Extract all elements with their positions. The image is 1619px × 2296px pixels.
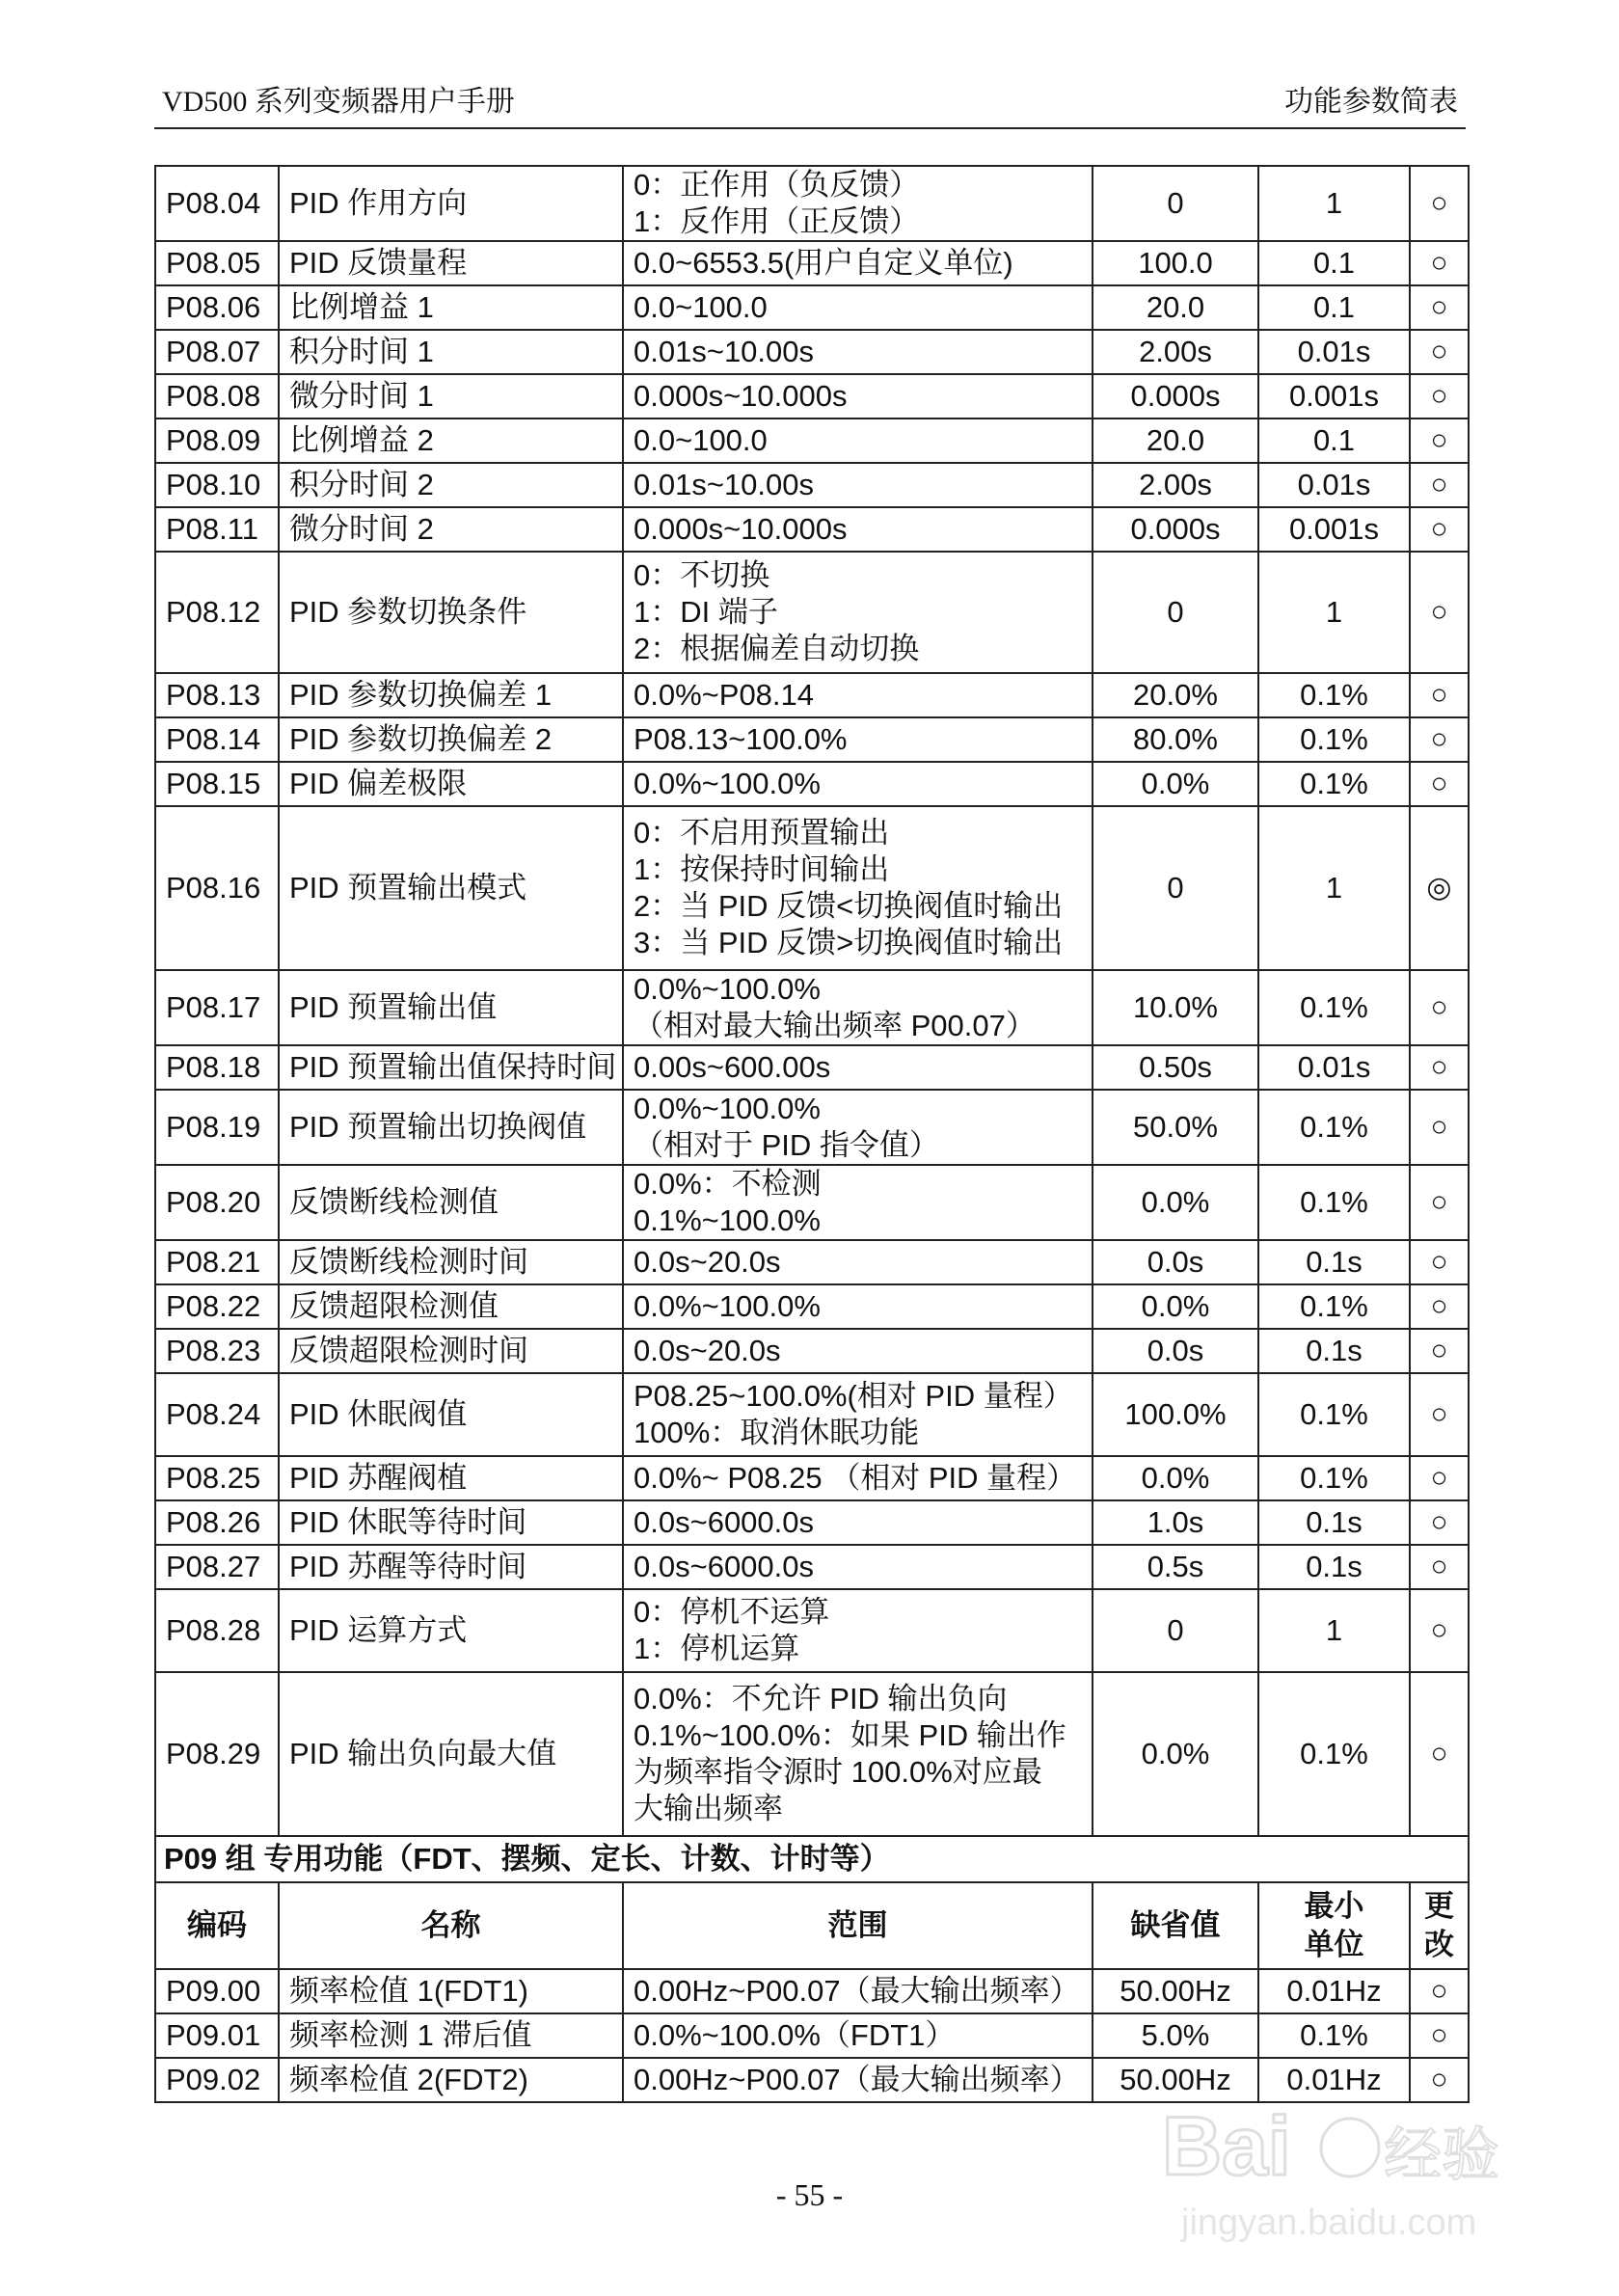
param-range: 0.00s~600.00s [623, 1045, 1093, 1090]
param-name: 频率检测 1 滞后值 [279, 2013, 623, 2058]
param-code: P08.07 [155, 330, 279, 374]
param-row [155, 507, 1469, 552]
param-code: P08.18 [155, 1045, 279, 1090]
param-row [155, 1090, 1469, 1165]
param-change-mark: ○ [1410, 1672, 1469, 1836]
param-change-mark: ○ [1410, 1045, 1469, 1090]
param-row [155, 463, 1469, 507]
param-range: 0：正作用（负反馈） 1：反作用（正反馈） [623, 166, 1093, 241]
param-code: P09.00 [155, 1969, 279, 2013]
param-min-unit: 0.01s [1258, 330, 1410, 374]
param-range: 0.00Hz~P00.07（最大输出频率） [623, 2058, 1093, 2102]
param-min-unit: 0.1% [1258, 717, 1410, 762]
param-row [155, 1165, 1469, 1240]
param-code: P08.21 [155, 1240, 279, 1284]
param-range: 0：不切换 1：DI 端子 2：根据偏差自动切换 [623, 552, 1093, 673]
param-min-unit: 0.1% [1258, 2013, 1410, 2058]
param-code: P08.25 [155, 1456, 279, 1500]
param-default: 20.0 [1093, 419, 1258, 463]
param-code: P08.10 [155, 463, 279, 507]
param-change-mark: ○ [1410, 717, 1469, 762]
param-min-unit: 0.1s [1258, 1240, 1410, 1284]
param-code: P08.15 [155, 762, 279, 806]
param-name: 微分时间 2 [279, 507, 623, 552]
param-min-unit: 1 [1258, 166, 1410, 241]
param-row [155, 1545, 1469, 1589]
param-default: 0 [1093, 166, 1258, 241]
param-min-unit: 0.01Hz [1258, 1969, 1410, 2013]
param-name: PID 苏醒等待时间 [279, 1545, 623, 1589]
param-range: P08.13~100.0% [623, 717, 1093, 762]
param-min-unit: 0.001s [1258, 507, 1410, 552]
param-name: PID 预置输出切换阀值 [279, 1090, 623, 1165]
param-range: 0.01s~10.00s [623, 330, 1093, 374]
param-default: 2.00s [1093, 463, 1258, 507]
param-default: 20.0 [1093, 285, 1258, 330]
param-row [155, 1589, 1469, 1672]
svg-text:jingyan.baidu.com: jingyan.baidu.com [1181, 2202, 1477, 2243]
param-change-mark: ○ [1410, 1969, 1469, 2013]
param-min-unit: 0.1% [1258, 1672, 1410, 1836]
param-range: 0.0s~20.0s [623, 1240, 1093, 1284]
param-code: P08.05 [155, 241, 279, 285]
col-header-default: 缺省值 [1093, 1882, 1258, 1969]
param-change-mark: ○ [1410, 1545, 1469, 1589]
param-code: P08.26 [155, 1500, 279, 1545]
param-name: PID 运算方式 [279, 1589, 623, 1672]
param-default: 20.0% [1093, 673, 1258, 717]
param-name: PID 参数切换条件 [279, 552, 623, 673]
param-row [155, 1240, 1469, 1284]
svg-text:Bai: Bai [1162, 2100, 1291, 2193]
param-change-mark: ○ [1410, 1090, 1469, 1165]
param-name: PID 参数切换偏差 2 [279, 717, 623, 762]
col-header-name: 名称 [279, 1882, 623, 1969]
column-header-row [155, 1882, 1469, 1969]
param-min-unit: 1 [1258, 552, 1410, 673]
param-range: 0.000s~10.000s [623, 507, 1093, 552]
param-row [155, 1045, 1469, 1090]
param-change-mark: ◎ [1410, 806, 1469, 970]
group-title: P09 组 专用功能（FDT、摆频、定长、计数、计时等） [155, 1836, 1469, 1882]
param-name: 积分时间 1 [279, 330, 623, 374]
param-row [155, 166, 1469, 241]
param-row [155, 1373, 1469, 1456]
param-name: PID 预置输出值 [279, 970, 623, 1045]
param-min-unit: 0.1% [1258, 762, 1410, 806]
param-name: PID 输出负向最大值 [279, 1672, 623, 1836]
param-code: P08.14 [155, 717, 279, 762]
param-range: 0.0s~6000.0s [623, 1545, 1093, 1589]
param-change-mark: ○ [1410, 1456, 1469, 1500]
param-min-unit: 0.01s [1258, 1045, 1410, 1090]
param-default: 0.5s [1093, 1545, 1258, 1589]
param-change-mark: ○ [1410, 2013, 1469, 2058]
param-default: 0.0% [1093, 762, 1258, 806]
param-name: 反馈超限检测时间 [279, 1329, 623, 1373]
param-name: 微分时间 1 [279, 374, 623, 419]
col-header-range: 范围 [623, 1882, 1093, 1969]
param-range: 0：不启用预置输出 1：按保持时间输出 2：当 PID 反馈<切换阀值时输出 3：当 PID 反馈>切换阀值时输出 [623, 806, 1093, 970]
param-change-mark: ○ [1410, 673, 1469, 717]
param-row [155, 806, 1469, 970]
param-min-unit: 0.1% [1258, 1165, 1410, 1240]
param-name: PID 反馈量程 [279, 241, 623, 285]
param-row [155, 330, 1469, 374]
param-default: 0.0s [1093, 1329, 1258, 1373]
param-change-mark: ○ [1410, 762, 1469, 806]
param-code: P08.29 [155, 1672, 279, 1836]
param-row [155, 285, 1469, 330]
param-name: PID 苏醒阀植 [279, 1456, 623, 1500]
param-min-unit: 0.1% [1258, 1284, 1410, 1329]
param-range: 0：停机不运算 1：停机运算 [623, 1589, 1093, 1672]
param-default: 100.0 [1093, 241, 1258, 285]
param-range: 0.0%~100.0% （相对最大输出频率 P00.07） [623, 970, 1093, 1045]
param-row [155, 1329, 1469, 1373]
param-name: PID 休眠阀值 [279, 1373, 623, 1456]
param-row [155, 419, 1469, 463]
param-default: 80.0% [1093, 717, 1258, 762]
param-change-mark: ○ [1410, 419, 1469, 463]
param-range: 0.0%：不检测 0.1%~100.0% [623, 1165, 1093, 1240]
param-range: 0.0%~100.0% [623, 1284, 1093, 1329]
param-default: 100.0% [1093, 1373, 1258, 1456]
param-row [155, 717, 1469, 762]
param-default: 10.0% [1093, 970, 1258, 1045]
param-min-unit: 0.001s [1258, 374, 1410, 419]
param-min-unit: 0.1% [1258, 1373, 1410, 1456]
param-code: P08.28 [155, 1589, 279, 1672]
param-change-mark: ○ [1410, 374, 1469, 419]
param-min-unit: 0.1 [1258, 285, 1410, 330]
param-min-unit: 1 [1258, 806, 1410, 970]
param-row [155, 241, 1469, 285]
param-row [155, 1500, 1469, 1545]
param-default: 0.000s [1093, 507, 1258, 552]
param-change-mark: ○ [1410, 1284, 1469, 1329]
param-name: PID 参数切换偏差 1 [279, 673, 623, 717]
param-range: 0.000s~10.000s [623, 374, 1093, 419]
param-default: 0 [1093, 1589, 1258, 1672]
param-range: 0.0%~100.0% （相对于 PID 指令值） [623, 1090, 1093, 1165]
param-change-mark: ○ [1410, 1500, 1469, 1545]
param-name: 积分时间 2 [279, 463, 623, 507]
param-range: 0.0%~100.0%（FDT1） [623, 2013, 1093, 2058]
param-code: P08.27 [155, 1545, 279, 1589]
param-row [155, 1969, 1469, 2013]
param-min-unit: 0.1% [1258, 1456, 1410, 1500]
param-min-unit: 1 [1258, 1589, 1410, 1672]
param-default: 0.000s [1093, 374, 1258, 419]
param-default: 50.00Hz [1093, 2058, 1258, 2102]
param-default: 0.0% [1093, 1284, 1258, 1329]
param-name: 比例增益 2 [279, 419, 623, 463]
param-range: 0.00Hz~P00.07（最大输出频率） [623, 1969, 1093, 2013]
param-name: PID 休眠等待时间 [279, 1500, 623, 1545]
param-default: 0.50s [1093, 1045, 1258, 1090]
col-header-change: 更 改 [1410, 1882, 1469, 1969]
param-default: 0.0% [1093, 1165, 1258, 1240]
page-header [154, 85, 1466, 129]
param-min-unit: 0.1% [1258, 970, 1410, 1045]
param-default: 1.0s [1093, 1500, 1258, 1545]
param-range: 0.0~100.0 [623, 419, 1093, 463]
param-code: P09.01 [155, 2013, 279, 2058]
param-code: P08.06 [155, 285, 279, 330]
param-default: 0.0% [1093, 1456, 1258, 1500]
param-min-unit: 0.1% [1258, 1090, 1410, 1165]
param-code: P08.12 [155, 552, 279, 673]
param-default: 0.0% [1093, 1672, 1258, 1836]
param-default: 0 [1093, 806, 1258, 970]
param-range: P08.25~100.0%(相对 PID 量程） 100%：取消休眠功能 [623, 1373, 1093, 1456]
param-default: 50.0% [1093, 1090, 1258, 1165]
param-default: 0.0s [1093, 1240, 1258, 1284]
param-min-unit: 0.1s [1258, 1500, 1410, 1545]
param-row [155, 2013, 1469, 2058]
param-name: 比例增益 1 [279, 285, 623, 330]
param-default: 5.0% [1093, 2013, 1258, 2058]
param-code: P08.11 [155, 507, 279, 552]
param-code: P08.19 [155, 1090, 279, 1165]
param-min-unit: 0.1s [1258, 1545, 1410, 1589]
param-row [155, 1456, 1469, 1500]
param-code: P08.24 [155, 1373, 279, 1456]
param-change-mark: ○ [1410, 463, 1469, 507]
param-change-mark: ○ [1410, 552, 1469, 673]
param-row [155, 1672, 1469, 1836]
param-code: P09.02 [155, 2058, 279, 2102]
page-number: - 55 - [775, 2177, 844, 2212]
param-row [155, 1284, 1469, 1329]
param-name: PID 预置输出模式 [279, 806, 623, 970]
param-code: P08.20 [155, 1165, 279, 1240]
param-change-mark: ○ [1410, 241, 1469, 285]
param-name: 反馈超限检测值 [279, 1284, 623, 1329]
param-min-unit: 0.1% [1258, 673, 1410, 717]
param-range: 0.0s~6000.0s [623, 1500, 1093, 1545]
param-change-mark: ○ [1410, 1240, 1469, 1284]
param-change-mark: ○ [1410, 1165, 1469, 1240]
param-range: 0.01s~10.00s [623, 463, 1093, 507]
param-range: 0.0%~P08.14 [623, 673, 1093, 717]
col-header-code: 编码 [155, 1882, 279, 1969]
manual-title: VD500 系列变频器用户手册 [162, 86, 515, 118]
param-default: 2.00s [1093, 330, 1258, 374]
param-range: 0.0~6553.5(用户自定义单位) [623, 241, 1093, 285]
param-range: 0.0%：不允许 PID 输出负向 0.1%~100.0%：如果 PID 输出作 为频率指令源时 100.0%对应最 大输出频率 [623, 1672, 1093, 1836]
param-code: P08.23 [155, 1329, 279, 1373]
param-code: P08.16 [155, 806, 279, 970]
param-code: P08.09 [155, 419, 279, 463]
param-change-mark: ○ [1410, 970, 1469, 1045]
group-row-p09 [155, 1836, 1469, 1882]
param-name: PID 作用方向 [279, 166, 623, 241]
section-title: 功能参数简表 [1284, 86, 1458, 118]
param-code: P08.08 [155, 374, 279, 419]
param-change-mark: ○ [1410, 2058, 1469, 2102]
param-name: 反馈断线检测值 [279, 1165, 623, 1240]
param-range: 0.0%~ P08.25 （相对 PID 量程） [623, 1456, 1093, 1500]
svg-text:经验: 经验 [1384, 2122, 1499, 2187]
baidu-watermark-logo [1152, 2068, 1538, 2261]
param-name: PID 预置输出值保持时间 [279, 1045, 623, 1090]
param-change-mark: ○ [1410, 1329, 1469, 1373]
param-name: PID 偏差极限 [279, 762, 623, 806]
param-min-unit: 0.1s [1258, 1329, 1410, 1373]
param-change-mark: ○ [1410, 166, 1469, 241]
param-min-unit: 0.1 [1258, 419, 1410, 463]
param-range: 0.0~100.0 [623, 285, 1093, 330]
param-min-unit: 0.1 [1258, 241, 1410, 285]
param-default: 0 [1093, 552, 1258, 673]
param-row [155, 673, 1469, 717]
param-row [155, 552, 1469, 673]
param-row [155, 374, 1469, 419]
col-header-unit: 最小 单位 [1258, 1882, 1410, 1969]
param-row [155, 970, 1469, 1045]
param-min-unit: 0.01Hz [1258, 2058, 1410, 2102]
param-change-mark: ○ [1410, 1373, 1469, 1456]
param-code: P08.13 [155, 673, 279, 717]
param-name: 频率检值 1(FDT1) [279, 1969, 623, 2013]
param-min-unit: 0.01s [1258, 463, 1410, 507]
param-range: 0.0s~20.0s [623, 1329, 1093, 1373]
param-code: P08.04 [155, 166, 279, 241]
parameter-table [154, 165, 1470, 2103]
param-change-mark: ○ [1410, 1589, 1469, 1672]
param-default: 50.00Hz [1093, 1969, 1258, 2013]
param-name: 频率检值 2(FDT2) [279, 2058, 623, 2102]
param-change-mark: ○ [1410, 285, 1469, 330]
param-code: P08.22 [155, 1284, 279, 1329]
param-change-mark: ○ [1410, 507, 1469, 552]
param-name: 反馈断线检测时间 [279, 1240, 623, 1284]
param-code: P08.17 [155, 970, 279, 1045]
param-change-mark: ○ [1410, 330, 1469, 374]
param-row [155, 762, 1469, 806]
param-range: 0.0%~100.0% [623, 762, 1093, 806]
